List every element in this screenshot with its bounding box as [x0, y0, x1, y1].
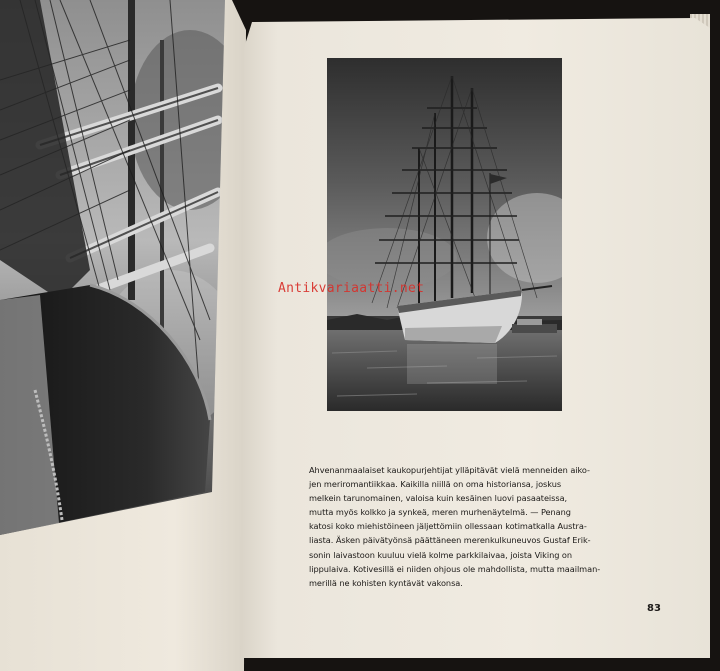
- caption-line: liasta. Äsken päivätyönsä päättäneen merenkulkuneuvos Gustaf Erik-: [309, 535, 591, 546]
- left-page: [0, 0, 250, 671]
- caption-line: melkein tarunomainen, valoisa kuin kesäinen luovi pasaateissa,: [309, 493, 568, 504]
- page-number: 83: [647, 603, 661, 614]
- caption-line: sonin laivastoon kuuluu vielä kolme parkkilaivaa, joista Viking on: [309, 549, 573, 560]
- caption-line: lippulaiva. Kotivesillä ei niiden ohjous ole mahdollista, mutta maailman-: [309, 563, 601, 574]
- sailing-ship-photo: [327, 58, 562, 411]
- caption-line: merillä ne kohisten kyntävät vakonsa.: [309, 577, 463, 588]
- caption-line: Ahvenanmaalaiset kaukopurjehtijat ylläpitävät vielä menneiden aiko-: [309, 465, 590, 475]
- caption-paragraph: [309, 463, 601, 590]
- watermark-text: Antikvariaatti.net: [278, 281, 425, 296]
- caption-line: mutta myös kolkko ja synkeä, meren murhenäytelmä. — Penang: [309, 507, 571, 518]
- tall-ship-bow-photo: [0, 0, 225, 535]
- caption-line: jen meriromantiikkaa. Kaikilla niillä on oma historiansa, joskus: [309, 479, 562, 490]
- caption-line: katosi koko miehistöineen jäljettömiin ollessaan kotimatkalla Austra-: [309, 521, 587, 532]
